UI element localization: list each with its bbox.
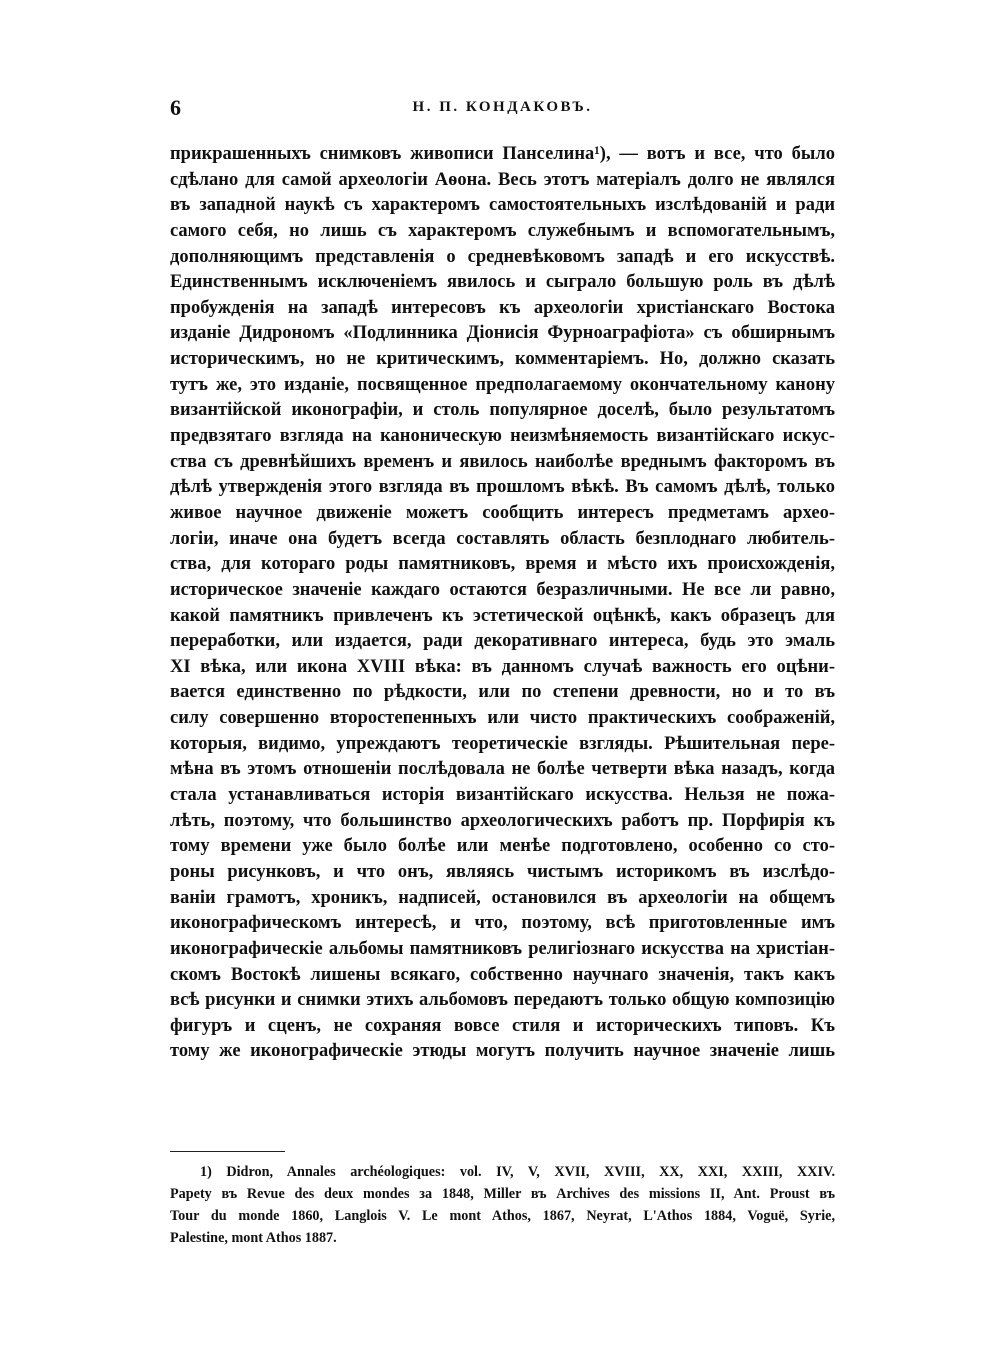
running-head: Н. П. КОНДАКОВЪ. <box>412 99 593 115</box>
text-line: лѣть, поэтому, что большинство археологическихъ работъ пр. Порфирія къ <box>170 810 835 831</box>
text-line: роны рисунковъ, и что онъ, являясь чистымъ историкомъ въ изслѣдо- <box>170 861 835 882</box>
text-line: тому же иконографическіе этюды могутъ получить научное значеніе лишь <box>170 1041 835 1062</box>
text-line: переработки, или издается, ради декоративнаго интереса, будь это эмаль <box>170 631 835 652</box>
text-line: тутъ же, это изданіе, посвященное предполагаемому окончательному канону <box>170 374 835 395</box>
text-line: всѣ рисунки и снимки этихъ альбомовъ передаютъ только общую композицію <box>170 990 835 1011</box>
text-line: сдѣлано для самой археологіи Аѳона. Весь этотъ матеріалъ долго не являлся <box>170 169 835 190</box>
text-line: изданіе Дидрономъ «Подлинника Діонисія Фурноаграфіота» съ обширнымъ <box>170 323 835 344</box>
text-line: живое научное движеніе можетъ сообщить интересъ предметамъ археo- <box>170 502 835 523</box>
text-line: иконографическіе альбомы памятниковъ религіознаго искусства на христіан- <box>170 938 835 959</box>
text-line: мѣна въ этомъ отношеніи послѣдовала не болѣе четверти вѣка назадъ, когда <box>170 759 835 780</box>
text-line: ства, для котораго роды памятниковъ, время и мѣсто ихъ происхожденія, <box>170 554 835 575</box>
text-line: ваніи грамотъ, хроникъ, надписей, остановился въ археологіи на общемъ <box>170 887 835 908</box>
footnote-line: Papety въ Revue des deux mondes за 1848, Miller въ Archives des missions II, Ant. Proust въ <box>170 1186 835 1202</box>
text-line: пробужденія на западѣ интересовъ къ археологіи христіанскаго Востока <box>170 297 835 318</box>
main-text <box>170 142 835 1065</box>
text-line: силу совершенно второстепенныхъ или чисто практическихъ соображеній, <box>170 708 835 729</box>
footnote-divider <box>170 1151 285 1152</box>
text-line: ства съ древнѣйшихъ временъ и явилось наиболѣе вреднымъ факторомъ въ <box>170 451 835 472</box>
text-line: предвзятаго взгляда на каноническую неизмѣняемость византійскаго искус- <box>170 426 835 447</box>
page-header <box>170 95 835 129</box>
text-line: XI вѣка, или икона XVIII вѣка: въ данномъ случаѣ важность его оцѣни- <box>170 656 835 677</box>
text-line: византійской иконографіи, и столь популярное доселѣ, было результатомъ <box>170 400 835 421</box>
footnote-line: Palestine, mont Athos 1887. <box>170 1230 337 1246</box>
text-line: какой памятникъ привлеченъ къ эстетической оцѣнкѣ, какъ образецъ для <box>170 605 835 626</box>
text-line: фигуръ и сценъ, не сохраняя вовсе стиля и историческихъ типовъ. Къ <box>170 1015 835 1036</box>
text-line: вается единственно по рѣдкости, или по степени древности, но и то въ <box>170 682 835 703</box>
text-line: въ западной наукѣ съ характеромъ самостоятельныхъ изслѣдованій и ради <box>170 195 835 216</box>
text-line: Единственнымъ исключеніемъ явилось и сыграло большую роль въ дѣлѣ <box>170 272 835 293</box>
text-line: историческимъ, но не критическимъ, комментаріемъ. Но, должно сказать <box>170 349 835 370</box>
footnote-line: 1) Didron, Annales archéologiques: vol. IV, V, XVII, XVIII, XX, XXI, XXIII, XXIV. <box>200 1164 835 1180</box>
page-number: 6 <box>170 95 181 120</box>
text-line: прикрашенныхъ снимковъ живописи Панселина¹), — вотъ и все, что было <box>170 144 835 164</box>
text-line: дополняющимъ представленія о средневѣковомъ западѣ и его искусствѣ. <box>170 246 835 267</box>
text-line: историческое значеніе каждаго остаются безразличными. Не все ли равно, <box>170 579 835 600</box>
footnote-line: Tour du monde 1860, Langlois V. Le mont Athos, 1867, Neyrat, L'Athos 1884, Voguë, Syrie, <box>170 1208 835 1224</box>
text-line: скомъ Востокѣ лишены всякаго, собственно научнаго значенія, такъ какъ <box>170 964 835 985</box>
text-line: самого себя, но лишь съ характеромъ служебнымъ и вспомогательнымъ, <box>170 220 835 241</box>
text-line: которыя, видимо, упреждаютъ теоретическіе взгляды. Рѣшительная пере- <box>170 733 835 754</box>
footnotes <box>170 1161 835 1249</box>
text-line: логіи, иначе она будетъ всегда составлять область безплоднаго любитель- <box>170 528 835 549</box>
text-line: иконографическомъ интересѣ, и что, поэтому, всѣ приготовленные имъ <box>170 913 835 934</box>
text-line: стала устанавливаться исторія византійскаго искусства. Нельзя не пожа- <box>170 785 835 806</box>
text-line: дѣлѣ утвержденія этого взгляда въ прошломъ вѣкѣ. Въ самомъ дѣлѣ, только <box>170 477 835 498</box>
text-line: тому времени уже было болѣе или менѣе подготовлено, особенно со сто- <box>170 836 835 857</box>
